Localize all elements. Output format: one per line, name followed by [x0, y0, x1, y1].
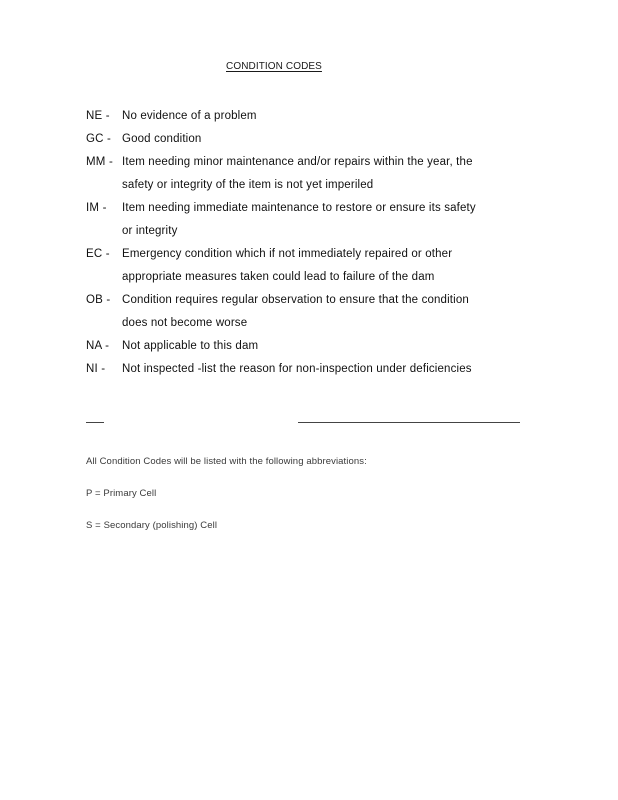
code-abbreviation: NI - — [86, 363, 106, 375]
secondary-cell-abbreviation: S = Secondary (polishing) Cell — [86, 520, 218, 531]
condition-code-list — [86, 105, 526, 381]
code-abbreviation: EC - — [86, 248, 110, 260]
code-item-ob — [86, 289, 526, 335]
code-item-mm — [86, 151, 526, 197]
code-description-line: Emergency condition which if not immediately repaired or other — [122, 248, 453, 260]
page-title: CONDITION CODES — [226, 61, 322, 72]
code-abbreviation: GC - — [86, 133, 112, 145]
code-description-line: safety or integrity of the item is not yet imperiled — [122, 179, 374, 191]
separator-line-right — [298, 422, 520, 423]
code-description-line: No evidence of a problem — [122, 110, 257, 122]
code-description-line: Item needing immediate maintenance to restore or ensure its safety — [122, 202, 476, 214]
code-description — [122, 358, 526, 381]
code-description — [122, 243, 526, 289]
code-item-ec — [86, 243, 526, 289]
abbreviations-intro: All Condition Codes will be listed with the following abbreviations: — [86, 456, 367, 467]
code-description-line: Not applicable to this dam — [122, 340, 259, 352]
code-item-gc — [86, 128, 526, 151]
code-description — [122, 335, 526, 358]
code-description-line: Item needing minor maintenance and/or repairs within the year, the — [122, 156, 473, 168]
code-abbreviation: NE - — [86, 110, 110, 122]
code-abbreviation: OB - — [86, 294, 111, 306]
code-description-line: Condition requires regular observation to ensure that the condition — [122, 294, 469, 306]
separator-line-left — [86, 422, 104, 423]
code-description — [122, 105, 526, 128]
code-abbreviation: NA - — [86, 340, 110, 352]
code-description — [122, 289, 526, 335]
code-item-im — [86, 197, 526, 243]
code-abbreviation: MM - — [86, 156, 113, 168]
code-abbreviation: IM - — [86, 202, 107, 214]
code-description-line: Good condition — [122, 133, 202, 145]
code-description — [122, 197, 526, 243]
primary-cell-abbreviation: P = Primary Cell — [86, 488, 157, 499]
code-description-line: Not inspected -list the reason for non-inspection under deficiencies — [122, 363, 472, 375]
code-description-line: does not become worse — [122, 317, 248, 329]
code-description — [122, 151, 526, 197]
code-description-line: or integrity — [122, 225, 178, 237]
code-item-ni — [86, 358, 526, 381]
code-description — [122, 128, 526, 151]
code-item-na — [86, 335, 526, 358]
code-description-line: appropriate measures taken could lead to failure of the dam — [122, 271, 435, 283]
code-item-ne — [86, 105, 526, 128]
